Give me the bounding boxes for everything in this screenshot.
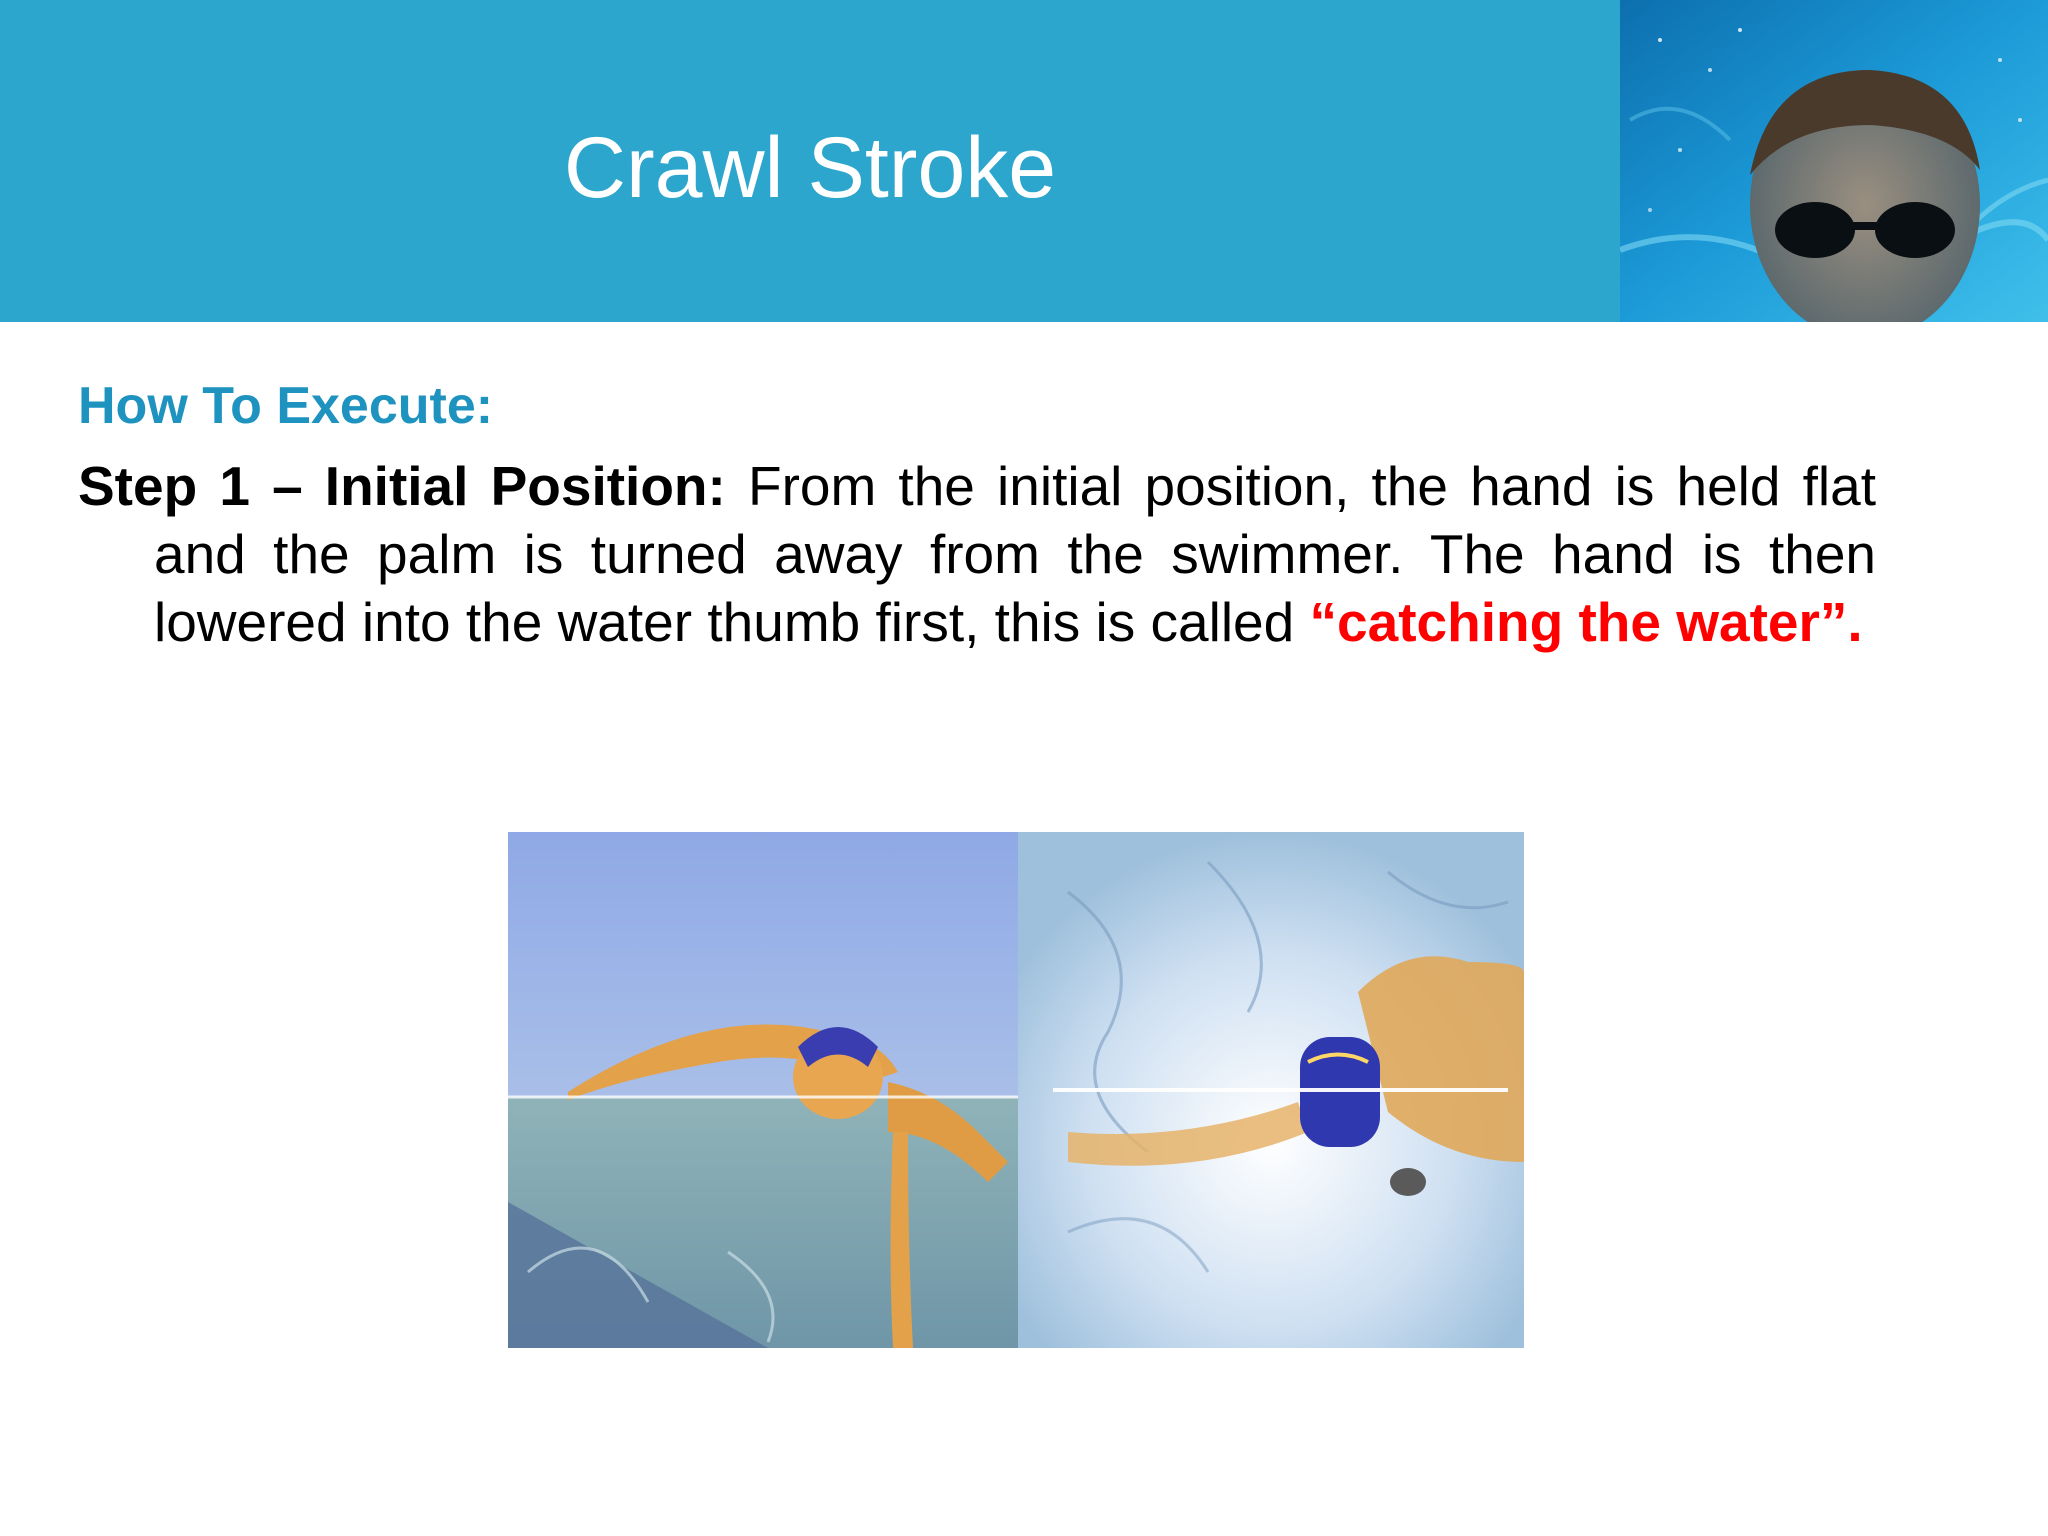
step-text: From the initial position, the hand is held flat and the palm is turned away from the swimmer. The hand is then lowered into the water thumb first, this is called	[154, 455, 1876, 653]
step-label: Step 1 – Initial Position:	[78, 455, 726, 517]
slide-title: Crawl Stroke	[563, 120, 1057, 216]
section-heading: How To Execute:	[78, 377, 494, 435]
header-banner	[0, 0, 2048, 322]
step-highlight: “catching the water”.	[1309, 591, 1863, 653]
swimmer-photo	[1620, 0, 2048, 322]
step-1-paragraph	[78, 452, 1876, 656]
crawl-stroke-illustration	[508, 832, 1524, 1348]
